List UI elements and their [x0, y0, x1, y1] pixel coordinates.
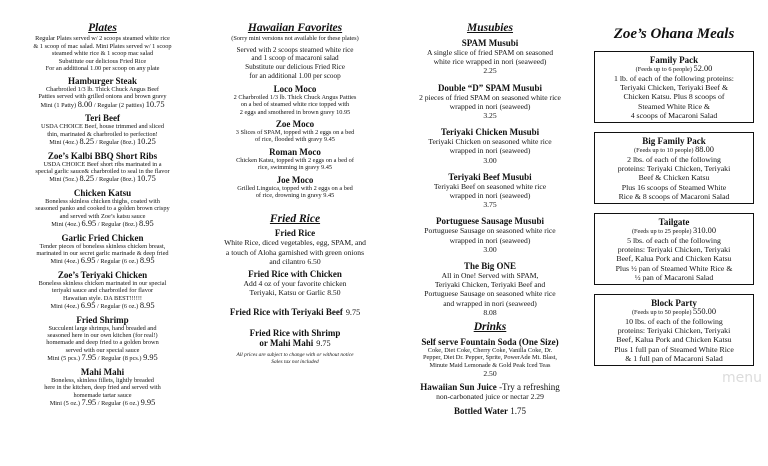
- menu-item-desc-line: seasoned here in our own kitchen (for real!): [47, 332, 158, 340]
- box-desc-line: 10 lbs. of each of the following: [625, 317, 723, 327]
- ohana-title: Zoe’s Ohana Meals: [613, 26, 735, 42]
- menu-item-name: [200, 269, 390, 279]
- menu-item-name-text: Fried Rice with Teriyaki Beef: [229, 307, 343, 318]
- menu-item-desc-line: wrapped in nori (seaweed): [449, 146, 531, 156]
- menu-item-name: [200, 228, 390, 238]
- menu-item-name-text: Fried Rice with Chicken: [248, 269, 342, 280]
- menu-item-desc-line: Patties served with grilled onions and brown gravy: [38, 93, 167, 101]
- menu-item-desc-line: and served with Zoe’s katsu sauce: [59, 212, 146, 220]
- box-feeds: [597, 308, 751, 317]
- menu-item-price: [10, 257, 195, 267]
- hawaiian-intro-line: for an additional 1.00 per scoop: [249, 71, 341, 80]
- box-feeds: [597, 65, 751, 74]
- menu-item-desc-line: 2.25: [483, 66, 497, 76]
- price-reg-label: / Regular (2 patties): [92, 101, 146, 109]
- menu-item-desc-line: marinated in our secret garlic marinade & deep fried: [36, 250, 169, 258]
- menu-item-name: Hamburger Steak: [67, 75, 138, 86]
- menu-item-price: 9.75: [345, 308, 361, 318]
- box-price: 52.00: [693, 64, 713, 73]
- box-desc-line: proteins: Teriyaki Chicken, Teriyaki: [617, 164, 731, 174]
- box-feeds-text: (Feeds up to 10 people): [634, 147, 696, 155]
- menu-item-desc-line: 2 Charbroiled 1/3 lb. Thick Chuck Angus Patties: [233, 93, 357, 101]
- menu-item-name-text: Fried Rice: [274, 228, 316, 239]
- box-name: Block Party: [651, 298, 697, 309]
- fried-rice-title: Fried Rice: [269, 213, 321, 226]
- menu-item-desc: [10, 123, 195, 138]
- ohana-box: [594, 51, 754, 123]
- menu-item-price: [10, 101, 195, 111]
- menu-item-desc-line: wrapped in nori (seaweed): [449, 191, 531, 201]
- menu-item-name: Zoe Moco: [275, 119, 315, 129]
- menu-item-small-line: Minute Maid Lemonade & Gold Peak Iced Teas: [429, 361, 551, 369]
- menu-item-desc-line: Teriyaki, Katsu or Garlic 8.50: [249, 288, 341, 298]
- box-desc-line: Beef, Kalua Pork and Chicken Katsu: [616, 335, 732, 345]
- menu-item-desc: [395, 369, 585, 378]
- price-reg-value: 9.95: [143, 353, 158, 363]
- menu-item-desc-line: wrapped in nori (seaweed): [449, 235, 531, 245]
- hawaiian-intro-line: Substitute our delicious Fried Rice: [245, 63, 345, 72]
- menu-item-desc-line: wrapped in nori (seaweed): [449, 101, 531, 111]
- box-desc-line: proteins: Teriyaki Chicken, Teriyaki: [617, 245, 731, 255]
- box-desc-line: & 1 full pan of Macaroni Salad: [625, 353, 723, 363]
- menu-item-desc-line: special garlic sauce& charbroiled to seal in the flavor: [35, 168, 170, 175]
- menu-item-desc-line: and cilantro 6.50: [269, 256, 321, 266]
- price-mini-value: 6.95: [80, 301, 96, 311]
- menu-item-name: [395, 337, 585, 347]
- menu-item-price: [10, 220, 195, 230]
- price-mini-label: Mini (5 pcs.): [47, 355, 82, 363]
- menu-item-price: 9.75: [316, 338, 331, 348]
- menu-item-name-text: or Mahi Mahi: [259, 337, 314, 348]
- menu-item-desc-line: 2 eggs and smothered in brown gravy 10.95: [239, 108, 351, 116]
- menu-item-desc-line: Portuguese Sausage on seasoned white rice: [424, 226, 556, 236]
- menu-item-small-line: Pepper, Diet Dr. Pepper, Sprite, PowerAde Mt. Blast,: [423, 354, 557, 362]
- menu-item-desc-line: 2.50: [483, 369, 497, 379]
- menu-item-name: Teri Beef: [85, 113, 120, 124]
- box-desc: [597, 317, 751, 363]
- price-reg-label: / Regular (8oz.): [96, 221, 140, 229]
- menu-item-desc-line: Boneless skinless chicken marinated in our special: [38, 279, 167, 287]
- price-mini-label: Mini (1 Patty): [40, 101, 78, 109]
- menu-item-price: [10, 399, 195, 409]
- box-desc-line: Teriyaki Chicken, Teriyaki Beef &: [619, 83, 729, 93]
- plates-title: Plates: [88, 22, 117, 34]
- menu-item-desc: [200, 129, 390, 144]
- price-reg-label: / Regular (6 oz.): [96, 400, 141, 407]
- box-desc-line: 5 lbs. of each of the following: [627, 236, 721, 246]
- menu-item-price: [10, 354, 195, 364]
- menu-item-desc-line: white rice wrapped in nori (seaweed): [433, 57, 547, 67]
- plates-intro-line: & 1 scoop of mac salad. Mini Plates served w/ 1 scoop: [33, 42, 172, 50]
- menu-item-desc-line: non-carbonated juice or nectar 2.29: [436, 392, 544, 402]
- menu-item-desc-line: 3.25: [483, 111, 497, 121]
- menu-item-desc-line: 3.00: [483, 244, 497, 254]
- menu-item-desc-line: Portuguese Sausage on seasoned white rice: [424, 289, 556, 299]
- ohana-box: [594, 294, 754, 366]
- menu-item-name: Garlic Fried Chicken: [61, 232, 144, 243]
- menu-item-name-text: Hawaiian Sun Juice: [420, 382, 497, 393]
- price-mini-label: Mini (4oz.): [50, 303, 81, 311]
- box-desc-line: 4 scoops of Macaroni Salad: [630, 110, 718, 120]
- box-desc-line: ½ pan of Macaroni Salad: [634, 272, 714, 282]
- price-reg-label: / Regular (8 pcs.): [96, 355, 144, 363]
- menu-item-desc: [395, 271, 585, 317]
- menu-item-name: Teriyaki Beef Musubi: [448, 171, 532, 182]
- box-feeds-text: (Feeds up to 25 people): [631, 228, 693, 236]
- menu-item-name: Portuguese Sausage Musubi: [435, 216, 544, 227]
- menu-item-name: Loco Moco: [273, 83, 317, 94]
- menu-item-desc: [200, 94, 390, 116]
- menu-item-desc-line: White Rice, diced vegetables, egg, SPAM, and: [224, 238, 366, 248]
- menu-item-desc: [10, 243, 195, 258]
- price-mini-value: 8.25: [79, 137, 95, 147]
- menu-item-desc-line: Add 4 oz of your favorite chicken: [243, 279, 347, 289]
- box-desc-line: Beef, Kalua Pork and Chicken Katsu: [616, 254, 732, 264]
- musubies-column: [395, 0, 585, 416]
- box-desc-line: Steamed White Rice &: [638, 101, 710, 111]
- plates-intro-line: Substitute our delicious Fried Rice: [58, 57, 147, 65]
- box-desc: [597, 236, 751, 282]
- menu-item-extra: -Try a refreshing: [496, 382, 560, 393]
- menu-item-name: The Big ONE: [463, 261, 516, 272]
- price-reg-value: 9.95: [140, 398, 156, 407]
- ohana-box: [594, 132, 754, 204]
- box-price: 310.00: [693, 226, 717, 236]
- menu-item-name: Joe Moco: [276, 174, 314, 185]
- menu-item-desc: [200, 185, 390, 200]
- menu-item-desc: [395, 48, 585, 76]
- box-desc-line: Plus 16 scoops of Steamed White: [621, 182, 727, 192]
- menu-item-name: SPAM Musubi: [461, 38, 519, 48]
- menu-item-desc-line: Hawaiian style. DA BEST!!!!!!: [62, 294, 143, 302]
- watermark: menu: [722, 370, 762, 386]
- menu-item-desc-line: here in the kitchen, deep fried and served with: [44, 384, 161, 392]
- box-price: 550.00: [693, 307, 717, 317]
- box-desc-line: 1 lb. of each of the following proteins:: [614, 74, 734, 83]
- price-mini-value: 7.95: [81, 398, 97, 407]
- menu-item-name: [200, 307, 390, 318]
- menu-item-desc-line: teriyaki sauce and charbroiled for flavor: [51, 287, 154, 295]
- menu-item-desc-line: served with our special sauce: [65, 346, 140, 354]
- menu-item-desc: [200, 238, 390, 266]
- menu-item-name-text: Fried Rice with Shrimp: [249, 327, 341, 338]
- menu-item-desc-line: Boneless skinless chicken thighs, coated with: [45, 197, 160, 205]
- menu-item-desc-line: seasoned panko and cooked to a golden brown crispy: [35, 205, 170, 213]
- menu-item-desc-line: 2 pieces of fried SPAM on seasoned white rice: [419, 92, 561, 102]
- box-name: Family Pack: [649, 55, 699, 65]
- hawaiian-column: [200, 0, 390, 366]
- box-desc-line: 2 lbs. of each of the following: [627, 155, 721, 165]
- menu-item-desc-line: rice, swimming in gravy 9.45: [257, 164, 333, 172]
- menu-item-desc-line: A single slice of fried SPAM on seasoned: [426, 48, 554, 57]
- ohana-box: [594, 213, 754, 285]
- box-name: Big Family Pack: [642, 136, 706, 147]
- menu-item-price: [10, 302, 195, 312]
- price-reg-label: / Regular (8oz.): [94, 139, 137, 147]
- box-desc-line: proteins: Teriyaki Chicken, Teriyaki: [617, 326, 731, 336]
- menu-item-desc-line: thin, marinated & charbroiled to perfection!: [47, 130, 158, 138]
- price-mini-label: Mini (4oz.): [50, 258, 81, 266]
- menu-item-desc-line: All in One! Served with SPAM,: [441, 271, 539, 281]
- menu-item-desc: [10, 377, 195, 399]
- menu-item-desc-line: 3.00: [483, 155, 497, 165]
- box-feeds: [597, 146, 751, 155]
- menu-item-desc-line: Chicken Katsu, topped with 2 eggs on a bed of: [236, 156, 354, 164]
- menu-item-name: Teriyaki Chicken Musubi: [440, 127, 540, 138]
- hawaiian-intro-line: and 1 scoop of macaroni salad: [251, 54, 339, 63]
- box-desc-line: Plus ½ pan of Steamed White Rice &: [615, 263, 733, 273]
- menu-item-name-text: Bottled Water: [453, 405, 509, 416]
- hawaiian-note: (Sorry mini versions not available for these plates): [231, 35, 359, 42]
- menu-item-desc-line: Teriyaki Beef on seasoned white rice: [433, 181, 547, 191]
- hawaiian-intro: [200, 46, 390, 81]
- menu-item-desc: [200, 279, 390, 297]
- menu-item-price: [10, 175, 195, 185]
- menu-item-desc-line: of rice, flooded with gravy 9.45: [255, 136, 335, 144]
- menu-item-name: Fried Shrimp: [76, 314, 129, 325]
- price-reg-value: 10.75: [145, 99, 165, 109]
- box-feeds: [597, 227, 751, 236]
- menu-item-desc-line: and wrapped in nori (seaweed): [443, 298, 537, 308]
- price-reg-label: / Regular (6 oz.): [95, 258, 140, 266]
- menu-item-desc-line: Tender pieces of boneless skinless chicken breast,: [39, 242, 166, 250]
- menu-item-desc-line: 3.75: [483, 200, 497, 210]
- legal-note-line: Sales tax not included: [271, 359, 319, 366]
- box-desc-line: Plus 1 full pan of Steamed White Rice: [614, 344, 734, 354]
- price-reg-value: 10.75: [136, 174, 156, 184]
- price-reg-value: 10.25: [136, 137, 156, 147]
- price-reg-value: 8.95: [139, 256, 155, 266]
- box-price: 88.00: [695, 145, 714, 155]
- menu-item-small: [395, 347, 585, 369]
- menu-item-name: Chicken Katsu: [73, 187, 132, 198]
- menu-item-extra: 1.75: [508, 405, 527, 416]
- menu-item-desc-line: homemade and deep fried to a golden brown: [46, 339, 159, 347]
- price-mini-label: Mini (4oz.): [49, 139, 80, 147]
- menu-item-name: Zoe’s Kalbi BBQ Short Ribs: [47, 150, 158, 161]
- hawaiian-intro-line: Served with 2 scoops steamed white rice: [236, 45, 354, 54]
- menu-item-name: [200, 338, 390, 349]
- menu-item-name: Roman Moco: [269, 146, 321, 157]
- box-desc-line: Rice & 8 scoops of Macaroni Salad: [618, 191, 730, 201]
- menu-item-desc-line: 8.08: [483, 307, 497, 317]
- price-reg-label: / Regular (6 oz.): [95, 303, 140, 311]
- musubies-title: Musubies: [466, 22, 514, 34]
- plates-intro-line: For an additional 1.00 per scoop on any plate: [45, 65, 160, 73]
- price-mini-label: Mini (5 oz.): [49, 400, 82, 407]
- price-mini-label: Mini (4oz.): [51, 221, 82, 229]
- hawaiian-title: Hawaiian Favorites: [247, 22, 343, 34]
- plates-intro: [10, 35, 195, 73]
- price-mini-value: 8.00: [77, 99, 93, 109]
- price-mini-value: 6.95: [81, 219, 97, 229]
- legal-note: [200, 352, 390, 365]
- menu-item-desc: [395, 137, 585, 165]
- menu-item-desc: [395, 182, 585, 210]
- menu-item-small-line: Coke, Diet Coke, Cherry Coke, Vanilla Coke, Dr.: [427, 347, 553, 355]
- menu-item-name: [200, 328, 390, 338]
- menu-item-desc-line: USDA CHOICE Beef short ribs marinated in a: [43, 160, 162, 168]
- plates-column: [10, 0, 195, 409]
- box-desc-line: Chicken Katsu. Plus 8 scoops of: [623, 92, 725, 102]
- menu-item-desc-line: Charbroiled 1/3 lb. Thick Chuck Angus Beef: [45, 85, 160, 93]
- drinks-title: Drinks: [473, 321, 507, 334]
- legal-note-line: All prices are subject to change with or without notice: [236, 352, 354, 359]
- menu-item-name: Mahi Mahi: [80, 366, 125, 377]
- plates-intro-line: Regular Plates served w/ 2 scoops steamed white rice: [35, 35, 170, 42]
- menu-item-name-text: Self serve Fountain Soda (One Size): [421, 337, 559, 348]
- price-reg-label: / Regular (8oz.): [94, 176, 137, 184]
- plates-intro-line: steamed white rice & 1 scoop mac salad: [51, 50, 154, 58]
- box-desc-line: Beef & Chicken Katsu: [638, 173, 710, 183]
- price-reg-value: 8.95: [139, 301, 155, 311]
- box-feeds-text: (Feeds up to 6 people): [635, 66, 694, 73]
- menu-item-desc: [10, 325, 195, 355]
- menu-item-desc-line: USDA CHOICE Beef, house trimmed and sliced: [41, 123, 164, 131]
- box-feeds-text: (Feeds up to 50 people): [631, 309, 693, 317]
- menu-item-name: [395, 406, 585, 416]
- menu-item-price: [10, 138, 195, 148]
- menu-item-desc: [10, 161, 195, 176]
- menu-item-desc: [395, 392, 585, 401]
- menu-item-name: [395, 382, 585, 392]
- menu-item-desc-line: Grilled Linguica, topped with 2 eggs on a bed: [237, 184, 353, 192]
- menu-item-desc: [200, 157, 390, 172]
- menu-item-desc-line: Succulent large shrimps, hand breaded and: [48, 324, 157, 332]
- menu-item-name: Zoe’s Teriyaki Chicken: [57, 269, 148, 280]
- ohana-column: [588, 0, 760, 375]
- menu-item-desc: [395, 226, 585, 254]
- menu-item-desc-line: Boneless, skinless fillets, lightly breaded: [51, 376, 154, 384]
- box-desc: [597, 155, 751, 201]
- menu-item-desc-line: a touch of Aloha garnished with green onions: [225, 247, 365, 257]
- menu-item-desc-line: Teriyaki Chicken, Teriyaki Beef and: [434, 280, 546, 290]
- box-name: Tailgate: [658, 217, 690, 228]
- menu-item-desc-line: on a bed of steamed white rice topped with: [240, 101, 350, 109]
- menu-item-desc-line: homemade tartar sauce: [73, 391, 132, 399]
- price-reg-value: 8.95: [139, 219, 154, 229]
- price-mini-value: 6.95: [80, 256, 96, 266]
- box-desc: [597, 74, 751, 120]
- price-mini-label: Mini (5oz.): [49, 176, 80, 184]
- menu-item-desc-line: of rice, drowning in gravy 9.45: [255, 192, 335, 200]
- menu-item-desc: [10, 280, 195, 302]
- menu-item-desc-line: Teriyaki Chicken on seasoned white rice: [428, 137, 552, 147]
- menu-item-name: Double “D” SPAM Musubi: [437, 82, 543, 93]
- menu-item-desc: [395, 93, 585, 121]
- price-mini-value: 8.25: [79, 174, 95, 184]
- menu-item-desc-line: 3 Slices of SPAM, topped with 2 eggs on a bed: [235, 129, 355, 136]
- menu-item-desc: [10, 86, 195, 101]
- price-mini-value: 7.95: [81, 353, 97, 363]
- menu-item-desc: [10, 198, 195, 220]
